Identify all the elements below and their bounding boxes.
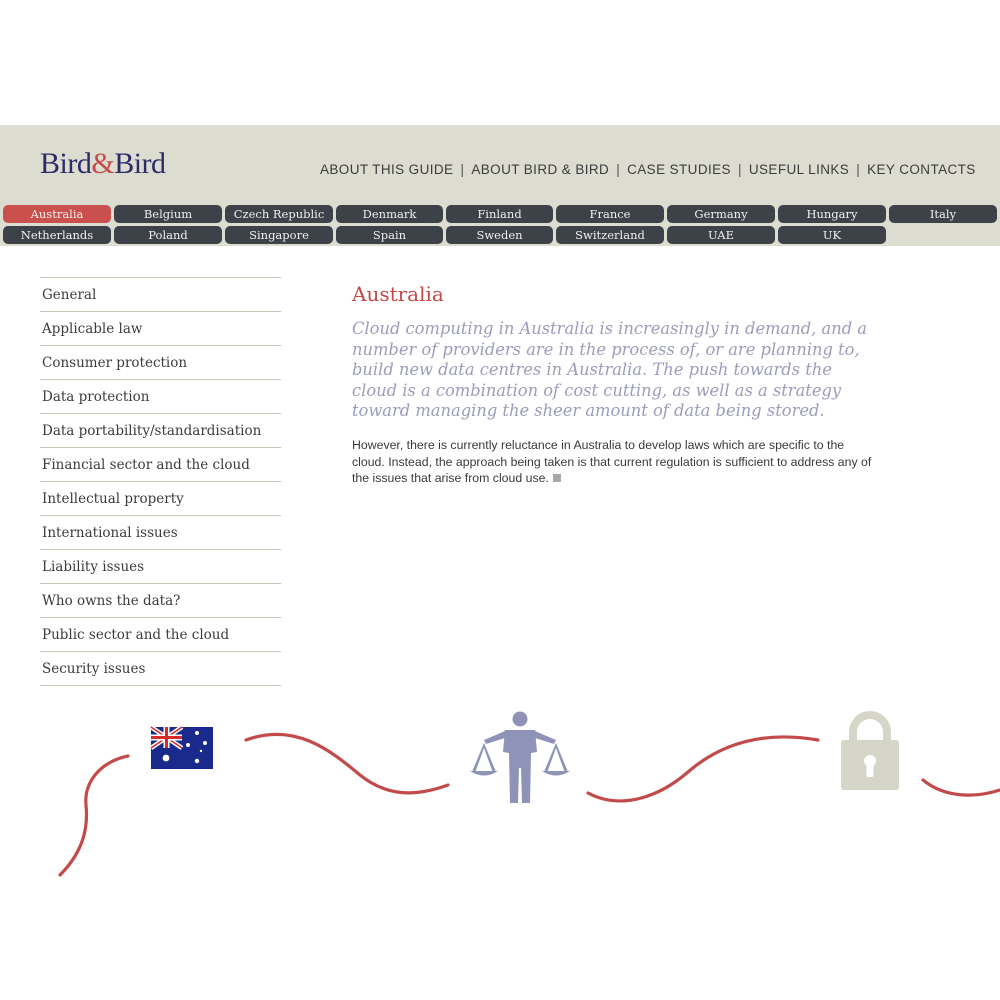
sidebar-item-security-issues[interactable]: Security issues — [40, 652, 281, 686]
country-tab-singapore[interactable]: Singapore — [225, 226, 333, 244]
country-tab-denmark[interactable]: Denmark — [336, 205, 443, 223]
nav-separator: | — [737, 162, 742, 177]
page-title: Australia — [352, 282, 444, 306]
country-tab-spain[interactable]: Spain — [336, 226, 443, 244]
bird-and-bird-logo[interactable]: Bird&Bird — [40, 147, 166, 180]
end-of-article-marker — [553, 474, 561, 482]
country-tab-czech-republic[interactable]: Czech Republic — [225, 205, 333, 223]
sidebar-item-data-protection[interactable]: Data protection — [40, 380, 281, 414]
sidebar-item-who-owns-the-data[interactable]: Who owns the data? — [40, 584, 281, 618]
nav-separator: | — [460, 162, 465, 177]
nav-separator: | — [856, 162, 861, 177]
intro-paragraph: Cloud computing in Australia is increasingly in demand, and a number of providers are in the process of, or are planning to, build new data centres in Australia. The push towards the cloud is a combination of cost cutting, as well as a strategy toward managing the sheer amount of data being stored. — [352, 319, 867, 420]
sidebar-item-public-sector[interactable]: Public sector and the cloud — [40, 618, 281, 652]
justice-scales-icon — [470, 712, 570, 804]
sidebar-item-applicable-law[interactable]: Applicable law — [40, 312, 281, 346]
country-tab-hungary[interactable]: Hungary — [778, 205, 886, 223]
country-tab-netherlands[interactable]: Netherlands — [3, 226, 111, 244]
topic-sidebar — [40, 277, 281, 686]
country-tab-finland[interactable]: Finland — [446, 205, 553, 223]
country-tab-belgium[interactable]: Belgium — [114, 205, 222, 223]
country-tab-australia[interactable]: Australia — [3, 205, 111, 223]
country-tab-switzerland[interactable]: Switzerland — [556, 226, 664, 244]
country-tab-italy[interactable]: Italy — [889, 205, 997, 223]
country-tab-sweden[interactable]: Sweden — [446, 226, 553, 244]
sidebar-item-intellectual-property[interactable]: Intellectual property — [40, 482, 281, 516]
nav-separator: | — [616, 162, 621, 177]
nav-about-bird-and-bird[interactable]: ABOUT BIRD & BIRD — [471, 162, 610, 177]
padlock-icon — [841, 715, 899, 790]
body-paragraph — [352, 437, 872, 487]
sidebar-item-liability-issues[interactable]: Liability issues — [40, 550, 281, 584]
sidebar-item-consumer-protection[interactable]: Consumer protection — [40, 346, 281, 380]
decorative-illustration — [0, 700, 1000, 880]
country-tab-france[interactable]: France — [556, 205, 664, 223]
country-tab-germany[interactable]: Germany — [667, 205, 775, 223]
country-tab-uae[interactable]: UAE — [667, 226, 775, 244]
country-tab-poland[interactable]: Poland — [114, 226, 222, 244]
sidebar-item-data-portability[interactable]: Data portability/standardisation — [40, 414, 281, 448]
sidebar-item-general[interactable]: General — [40, 278, 281, 312]
nav-case-studies[interactable]: CASE STUDIES — [627, 162, 731, 177]
body-text: However, there is currently reluctance in Australia to develop laws which are specific to the cloud. Instead, the approach being taken is that current regulation is sufficient to address any of the issues that arise from cloud use. — [352, 438, 872, 485]
top-navigation — [320, 160, 976, 180]
nav-about-this-guide[interactable]: ABOUT THIS GUIDE — [320, 162, 454, 177]
country-tab-uk[interactable]: UK — [778, 226, 886, 244]
nav-useful-links[interactable]: USEFUL LINKS — [748, 162, 850, 177]
nav-key-contacts[interactable]: KEY CONTACTS — [867, 162, 976, 177]
sidebar-item-international-issues[interactable]: International issues — [40, 516, 281, 550]
sidebar-item-financial-sector[interactable]: Financial sector and the cloud — [40, 448, 281, 482]
australia-flag-icon — [151, 727, 213, 769]
